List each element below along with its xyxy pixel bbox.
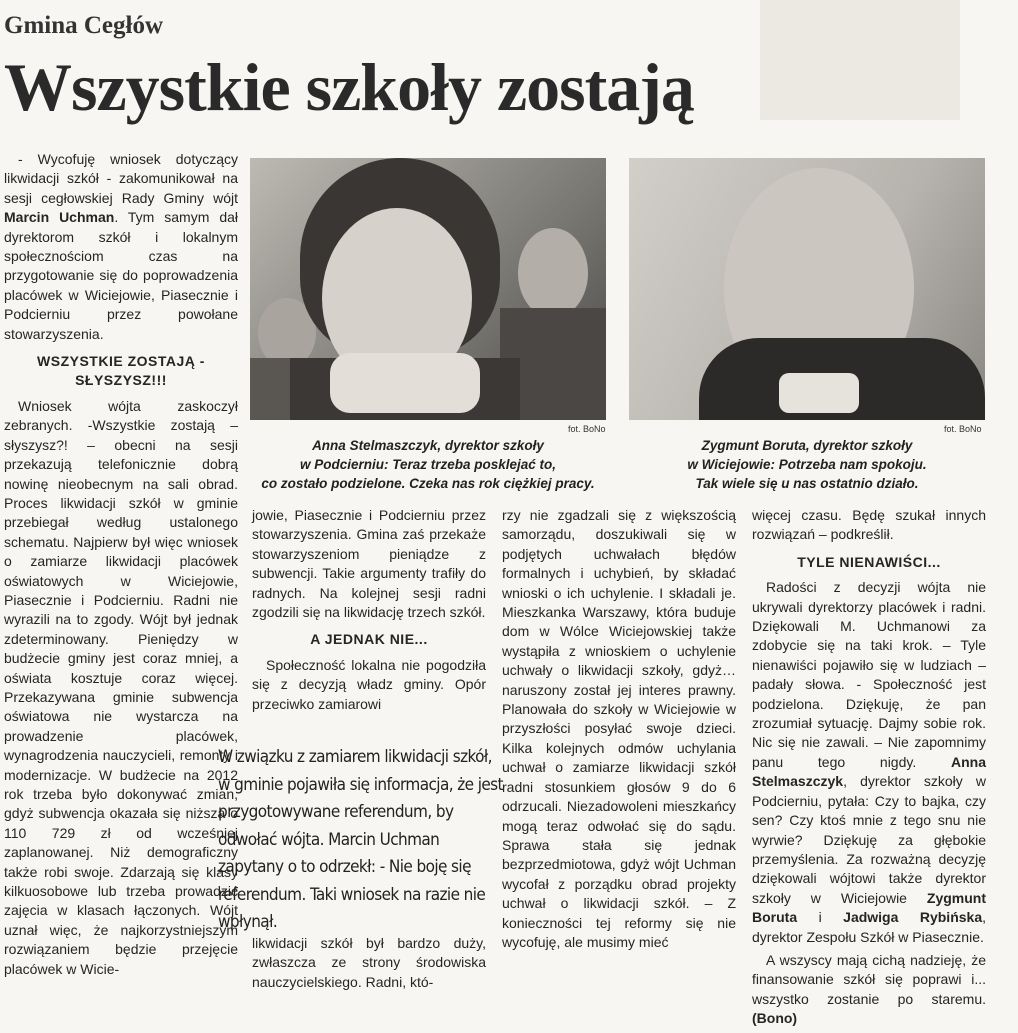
photo-anna-stelmaszczyk bbox=[250, 158, 606, 420]
article-column-4 bbox=[752, 506, 986, 1033]
headline: Wszystkie szkoły zostają bbox=[4, 49, 694, 125]
paragraph: rzy nie zgadzali się z większością samorządu, doszukiwali się w podjętych uchwałach błędów formalnych i uchybień, by składać wnioski o ich uchylenie. I składali je. Mieszkanka Warszawy, która buduje dom w Wólce Wiciejowskiej także wystąpiła z wnioskiem o uchylenie uchwały o likwidacji szkoły, gdyż… naruszony został jej interes prawny. Planowała do szkoły w Wiciejowie w przyszłości posyłać swoje dzieci. Kilka kolejnych odmów uchylania uchwał o zamiarze likwidacji szkół radni stosunkiem głosów 9 do 6 odrzucali. Niezadowoleni mieszkańcy mogą teraz odwołać się do sądu. Sprawa stała się jednak bezprzedmiotowa, gdyż wójt Uchman wycofał z porządku obrad projekty uchwał o likwidacji szkół. – Z konieczności tej reformy się nie wycofuję, ale musimy mieć bbox=[502, 507, 736, 950]
paragraph: Wniosek wójta zaskoczył zebranych. -Wszystkie zostają –słyszysz?! – obecni na sesji przekazują telefonicznie dobrą nowinę nieobecnym na sali obrad. Proces likwidacji szkół w gminie przebiegał według ustalonego schematu. Najpierw był więc wniosek o zamiarze likwidacji placówek oświatowych w Wiciejowie, Piasecznie i Podcierniu. Radni nie wyrazili na to zgody. Wójt był jednak zdeterminowany. Pieniędzy w budżecie gminy jest coraz mniej, a oświata kosztuje coraz więcej. Przekazywana gminie subwencja oświatowa nie wystarcza na prowadzenie placówek, wynagrodzenia nauczycieli, remonty i modernizacje. W budżecie na 2012 rok trzeba było dokonywać zmian, gdyż subwencja okazała się niższa o 110 729 zł od wcześniej zaplanowanej. Niż demograficzny także robi swoje. Zdarzają się klasy kilkuosobowe lub trzeba prowadzić zajęcia w klasach łączonych. Wójt uznał więc, że najkorzystniejszym rozwiązaniem będzie przejęcie placówek w Wicie- bbox=[4, 397, 238, 977]
bleed-through-text bbox=[180, 0, 740, 28]
author-signature: (Bono) bbox=[752, 1010, 798, 1027]
pull-quote: W związku z zamiarem likwidacji szkół, w gminie pojawiła się informacja, że jest przygotowywane referendum, by odwołać wójta. Marcin Uchman zapytany o to odrzekł: - Nie boję się referendum. Taki wniosek na razie nie wpłynął. bbox=[218, 747, 503, 932]
article-column-3 bbox=[502, 506, 736, 956]
photo-zygmunt-boruta bbox=[629, 158, 985, 420]
photo-caption: Zygmunt Boruta, dyrektor szkoły w Wiciejowie: Potrzeba nam spokoju. Tak wiele się u nas ostatnio działo. bbox=[687, 438, 927, 491]
paragraph: - Wycofuję wniosek dotyczący likwidacji szkół - zakomunikował na sesji cegłowskiej Rady Gminy wójt Marcin Uchman. Tym samym dał dyrektorom szkół i lokalnym społecznościom czas na przygotowanie się do poprowadzenia placówek w Wiciejowie, Piasecznie i Podcierniu przez powołane stowarzyszenia. bbox=[4, 151, 239, 342]
paragraph: Radości z decyzji wójta nie ukrywali dyrektorzy placówek i radni. Dziękowali M. Uchmanowi za zdobycie się na taki krok. – Tyle nienawiści pojawiło się w ludziach – padały słowa. - Społeczność jest podzielona. Dziękuję, że pan zrozumiał sytuację. Dajmy sobie rok. Nic się nie zawali. – Nie zapomnimy panu tego nigdy. Anna Stelmaszczyk, dyrektor szkoły w Podcierniu, pytała: Czy to bajka, czy sen? Czy ktoś mnie z tego snu nie wyrwie? Dziękuję za głębokie przemyślenia. Za rozważną decyzję dziękowali wójtowi także dyrektor szkoły w Wiciejowie Zygmunt Boruta i Jadwiga Rybińska, dyrektor Zespołu Szkół w Piasecznie. bbox=[752, 579, 986, 945]
paragraph: jowie, Piasecznie i Podcierniu przez stowarzyszenia. Gmina zaś przekaże stowarzyszeniom pieniądze z subwencji. Takie argumenty trafiły do radnych. Na kolejnej sesji radni zgodzili się na likwidację trzech szkół. bbox=[252, 507, 486, 621]
paragraph: Społeczność lokalna nie pogodziła się z decyzją władz gminy. Opór przeciwko zamiarowi bbox=[252, 656, 486, 712]
article-column-1 bbox=[4, 150, 238, 983]
paragraph: likwidacji szkół był bardzo duży, zwłaszcza ze strony środowiska nauczycielskiego. Radni, któ- bbox=[252, 935, 486, 990]
person-name: Marcin Uchman bbox=[4, 209, 115, 226]
paragraph: A wszyscy mają cichą nadzieję, że finansowanie szkół się poprawi i... wszystko zostanie po staremu. (Bono) bbox=[752, 951, 986, 1027]
subheading: A JEDNAK NIE... bbox=[310, 631, 428, 648]
paragraph: więcej czasu. Będę szukał innych rozwiązań – podkreślił. bbox=[752, 507, 986, 543]
subheading: TYLE NIENAWIŚCI... bbox=[797, 553, 941, 570]
person-name: Anna Stelmaszczyk bbox=[752, 753, 986, 790]
photo-credit: fot. BoNo bbox=[944, 424, 982, 434]
article-column-2 bbox=[252, 506, 486, 718]
subheading: WSZYSTKIE ZOSTAJĄ - SŁYSZYSZ!!! bbox=[37, 353, 205, 389]
photo-credit: fot. BoNo bbox=[568, 424, 606, 434]
section-label: Gmina Cegłów bbox=[4, 12, 164, 39]
photo-caption: Anna Stelmaszczyk, dyrektor szkoły w Podcierniu: Teraz trzeba posklejać to, co zostało podzielone. Czeka nas rok ciężkiej pracy. bbox=[261, 438, 595, 491]
person-name: Zygmunt Boruta bbox=[752, 889, 986, 926]
person-name: Jadwiga Rybińska bbox=[843, 909, 983, 926]
article-column-2-end bbox=[252, 934, 486, 996]
